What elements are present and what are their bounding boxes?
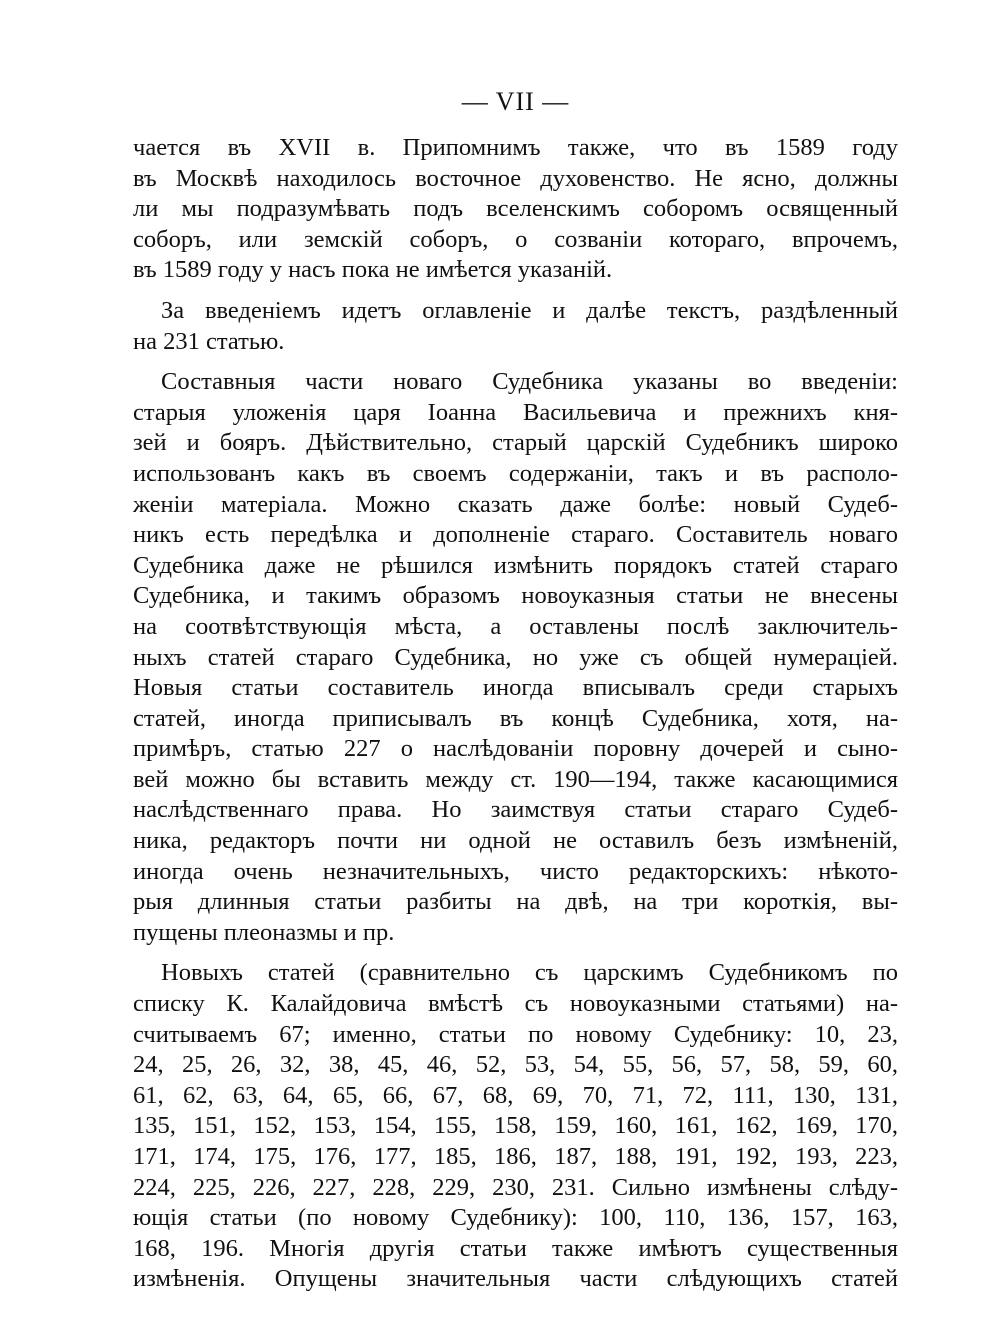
text-line: статей, иногда приписывалъ въ концѣ Судебника, хотя, на- bbox=[133, 704, 898, 732]
text-line: въ 1589 году у насъ пока не имѣется указаній. bbox=[133, 256, 613, 284]
text-line: въ Москвѣ находилось восточное духовенство. Не ясно, должны bbox=[133, 164, 898, 192]
text-line: пущены плеоназмы и пр. bbox=[133, 918, 395, 946]
text-line: 171, 174, 175, 176, 177, 185, 186, 187, 188, 191, 192, 193, 223, bbox=[133, 1143, 898, 1170]
paragraph bbox=[133, 367, 898, 948]
text-line: вей можно бы вставить между ст. 190—194, также касающимися bbox=[133, 765, 898, 793]
text-line: на соотвѣтствующія мѣста, а оставлены послѣ заключитель- bbox=[133, 612, 898, 640]
text-line: Новыя статьи составитель иногда вписывалъ среди старыхъ bbox=[133, 674, 898, 702]
text-line: Составныя части новаго Судебника указаны во введеніи: bbox=[161, 368, 898, 396]
text-line: наслѣдственнаго права. Но заимствуя статьи стараго Судеб- bbox=[133, 796, 898, 824]
paragraph bbox=[133, 958, 898, 1295]
text-line: иногда очень незначительныхъ, чисто редакторскихъ: нѣкото- bbox=[133, 857, 898, 885]
text-line: измѣненія. Опущены значительныя части слѣдующихъ статей bbox=[133, 1265, 898, 1293]
text-line: чается въ XVII в. Припомнимъ также, что въ 1589 году bbox=[133, 134, 898, 161]
paragraph bbox=[133, 296, 898, 357]
text-line: старыя уложенія царя Іоанна Васильевича и прежнихъ кня- bbox=[133, 398, 898, 426]
text-line: 61, 62, 63, 64, 65, 66, 67, 68, 69, 70, 71, 72, 111, 130, 131, bbox=[133, 1081, 898, 1109]
text-line: Судебника, и такимъ образомъ новоуказныя статьи не внесены bbox=[133, 582, 898, 610]
text-line: списку К. Калайдовича вмѣстѣ съ новоуказными статьями) на- bbox=[133, 990, 898, 1018]
text-line: никъ есть передѣлка и дополненіе стараго. Составитель новаго bbox=[133, 521, 898, 549]
document-page bbox=[133, 85, 898, 1305]
text-line: 135, 151, 152, 153, 154, 155, 158, 159, 160, 161, 162, 169, 170, bbox=[133, 1112, 898, 1140]
text-line: считываемъ 67; именно, статьи по новому Судебнику: 10, 23, bbox=[133, 1020, 898, 1048]
page-number: — VII — bbox=[461, 87, 570, 116]
paragraph bbox=[133, 133, 898, 286]
text-line: 168, 196. Многія другія статьи также имѣютъ существенныя bbox=[133, 1234, 898, 1262]
text-line: рыя длинныя статьи разбиты на двѣ, на три короткія, вы- bbox=[133, 888, 898, 916]
text-line: женіи матеріала. Можно сказать даже болѣе: новый Судеб- bbox=[133, 490, 898, 518]
text-line: ли мы подразумѣвать подъ вселенскимъ соборомъ освященный bbox=[133, 195, 898, 223]
text-line: Новыхъ статей (сравнительно съ царскимъ Судебникомъ по bbox=[161, 959, 898, 987]
text-line: ныхъ статей стараго Судебника, но уже съ общей нумераціей. bbox=[133, 643, 898, 671]
text-line: Судебника даже не рѣшился измѣнить порядокъ статей стараго bbox=[133, 551, 898, 579]
text-line: использованъ какъ въ своемъ содержаніи, такъ и въ располо- bbox=[133, 459, 898, 487]
text-line: зей и бояръ. Дѣйствительно, старый царскій Судебникъ широко bbox=[133, 429, 898, 457]
body-text bbox=[133, 133, 898, 1295]
text-line: на 231 статью. bbox=[133, 327, 285, 355]
text-line: ника, редакторъ почти ни одной не оставилъ безъ измѣненій, bbox=[133, 827, 898, 855]
text-line: соборъ, или земскій соборъ, о созваніи котораго, впрочемъ, bbox=[133, 225, 898, 253]
text-line: 224, 225, 226, 227, 228, 229, 230, 231. Сильно измѣнены слѣду- bbox=[133, 1173, 898, 1201]
text-line: примѣръ, статью 227 о наслѣдованіи поровну дочерей и сыно- bbox=[133, 735, 898, 763]
text-line: ющія статьи (по новому Судебнику): 100, 110, 136, 157, 163, bbox=[133, 1204, 898, 1232]
text-line: 24, 25, 26, 32, 38, 45, 46, 52, 53, 54, 55, 56, 57, 58, 59, 60, bbox=[133, 1051, 898, 1079]
text-line: За введеніемъ идетъ оглавленіе и далѣе текстъ, раздѣленный bbox=[161, 296, 898, 324]
